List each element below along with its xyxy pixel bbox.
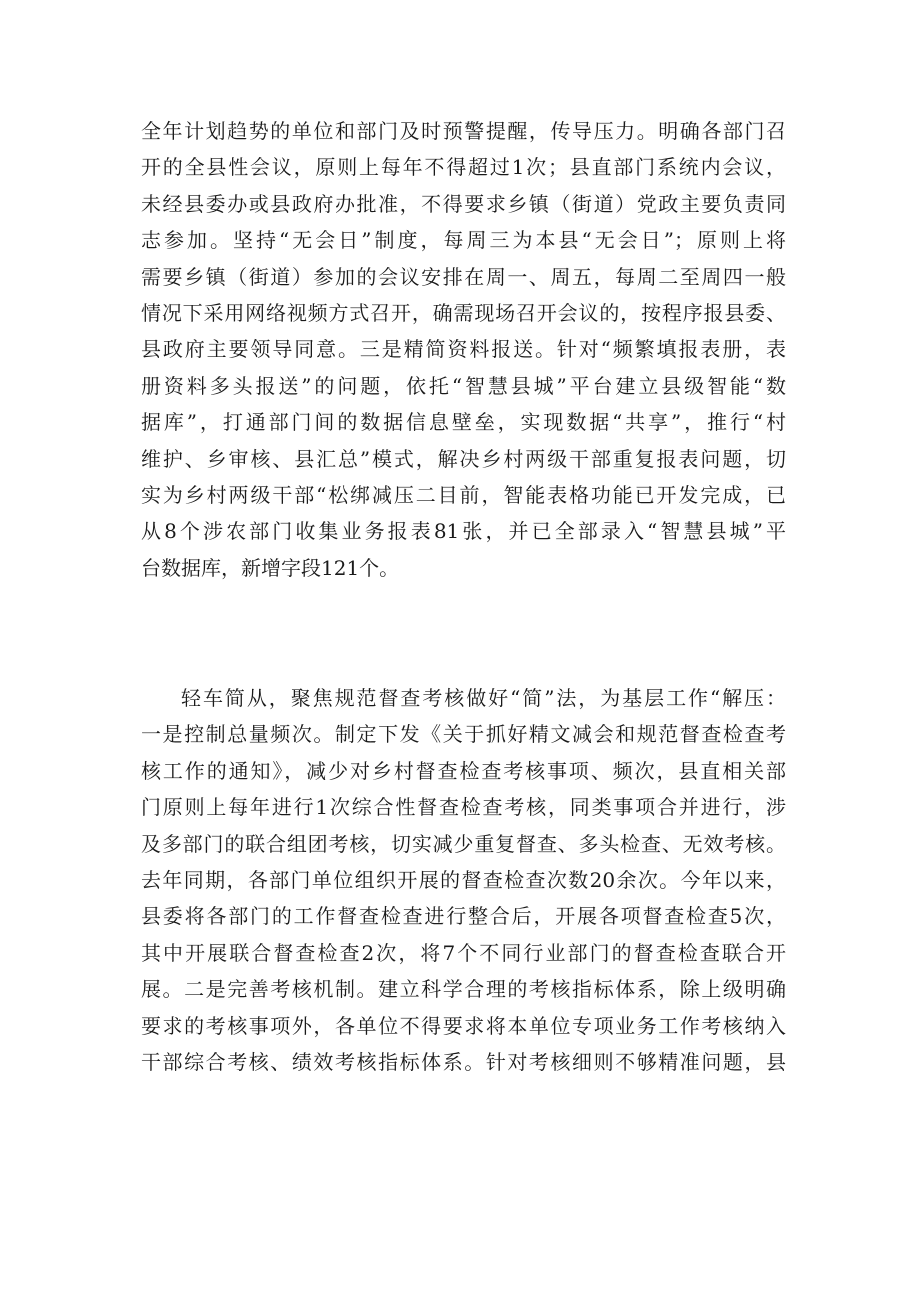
paragraph-2-line: 轻车简从，聚焦规范督查考核做好“简”法，为基层工作“解压： bbox=[181, 686, 786, 710]
paragraph-2-line: 县委将各部门的工作督查检查进行整合后，开展各项督查检查5次， bbox=[141, 904, 786, 929]
paragraph-2-line: 去年同期，各部门单位组织开展的督查检查次数20余次。今年以来， bbox=[141, 867, 786, 892]
paragraph-1-line: 需要乡镇（街道）参加的会议安排在周一、周五，每周二至周四一般 bbox=[141, 264, 786, 289]
paragraph-1-line: 册资料多头报送”的问题，依托“智慧县城”平台建立县级智能“数 bbox=[141, 373, 786, 398]
paragraph-2-line: 及多部门的联合组团考核，切实减少重复督查、多头检查、无效考核。 bbox=[141, 831, 786, 856]
paragraph-2-line: 干部综合考核、绩效考核指标体系。针对考核细则不够精准问题，县 bbox=[141, 1049, 786, 1074]
paragraph-1-line: 维护、乡审核、县汇总”模式，解决乡村两级干部重复报表问题，切 bbox=[141, 446, 786, 471]
paragraph-2-line: 一是控制总量频次。制定下发《关于抓好精文减会和规范督查检查考 bbox=[141, 722, 786, 747]
paragraph-1-line: 从8个涉农部门收集业务报表81张，并已全部录入“智慧县城”平 bbox=[141, 519, 786, 544]
paragraph-1-line: 据库”，打通部门间的数据信息壁垒，实现数据“共享”，推行“村 bbox=[141, 410, 786, 435]
paragraph-1-line: 情况下采用网络视频方式召开，确需现场召开会议的，按程序报县委、 bbox=[141, 300, 786, 325]
paragraph-2 bbox=[141, 680, 786, 1080]
paragraph-1-line: 未经县委办或县政府办批准，不得要求乡镇（街道）党政主要负责同 bbox=[141, 191, 786, 216]
paragraph-1-line: 志参加。坚持“无会日”制度，每周三为本县“无会日”；原则上将 bbox=[141, 228, 786, 253]
paragraph-2-line: 展。二是完善考核机制。建立科学合理的考核指标体系，除上级明确 bbox=[141, 977, 786, 1002]
paragraph-1-line: 台数据库，新增字段121个。 bbox=[141, 555, 400, 580]
paragraph-1-line: 实为乡村两级干部“松绑减压二目前，智能表格功能已开发完成，已 bbox=[141, 482, 786, 507]
paragraph-2-line: 门原则上每年进行1次综合性督查检查考核，同类事项合并进行，涉 bbox=[141, 795, 786, 820]
paragraph-2-line: 要求的考核事项外，各单位不得要求将本单位专项业务工作考核纳入 bbox=[141, 1013, 786, 1038]
paragraph-1-line: 县政府主要领导同意。三是精简资料报送。针对“频繁填报表册，表 bbox=[141, 337, 786, 362]
paragraph-1 bbox=[141, 113, 786, 586]
paragraph-2-line: 其中开展联合督查检查2次，将7个不同行业部门的督查检查联合开 bbox=[141, 940, 786, 965]
paragraph-2-line: 核工作的通知》，减少对乡村督查检查考核事项、频次，县直相关部 bbox=[141, 758, 786, 783]
paragraph-1-line: 开的全县性会议，原则上每年不得超过1次；县直部门系统内会议， bbox=[141, 155, 786, 180]
paragraph-1-line: 全年计划趋势的单位和部门及时预警提醒，传导压力。明确各部门召 bbox=[141, 119, 786, 143]
